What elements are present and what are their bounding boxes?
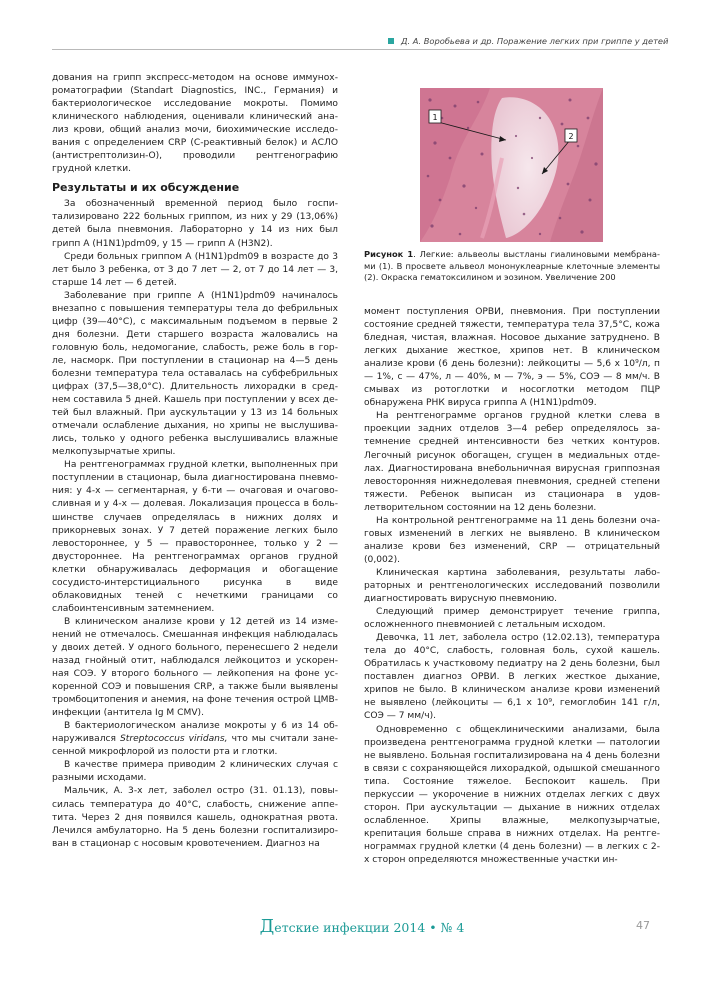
journal-footer bbox=[232, 916, 492, 937]
paragraph-case-girl: Девочка, 11 лет, заболела остро (12.02.13), температура тела до 40°С, слабость, головная боль, сухой кашель. Обратилась к участковому педиатру на 2 день болезни, был поставлен диагноз ОРВИ. В легких жесткое дыхание, хрипов не было. В клиническом анализе крови изменений не выявлено (лейкоциты — 6,1 х 10⁹, гемоглобин 141 г/л, СОЭ — 7 мм/ч). bbox=[364, 633, 660, 722]
caption-text: . Легкие: альвеолы выстланы гиалиновыми мембранами (1). В просвете альвеол мононуклеарные клеточные элементы (2). Окраска гематоксилином и эозином. Увеличение 200 bbox=[364, 249, 661, 282]
header-square-icon bbox=[388, 38, 394, 44]
paragraph-xray-findings: На рентгенограммах грудной клетки, выполненных при поступлении в стационар, была диагностирована пневмония: у 4-х — сегментарная, у 6-ти — очаговая и очаговосливная и у 4-х — долевая. Локализация процесса в большинстве случаев определялась в нижних долях и прикорневых зонах. У 7 детей поражение легких было левостороннее, у 5 — правостороннее, только у 2 — двустороннее. На рентгенограммах органов грудной клетки обнаруживалась деформация и обогащение сосудисто-интерстициального рисунка в виде облаковидных теней с нечеткими границами со слабоинтенсивным затемнением. bbox=[52, 460, 338, 614]
journal-name: етские инфекции 2014 • № 4 bbox=[274, 920, 465, 935]
page-number: 47 bbox=[636, 919, 650, 932]
left-column bbox=[52, 72, 338, 851]
paragraph-case-intro: В качестве примера приводим 2 клинических случая с разными исходами. bbox=[52, 760, 338, 784]
caption-label: Рисунок 1 bbox=[364, 249, 414, 259]
paragraph-control-xray: На контрольной рентгенограмме на 11 день болезни очаговых изменений в легких не выявлено. В клиническом анализе крови без изменений, CRP — отрицательный (0,002). bbox=[364, 515, 660, 565]
paragraph-age-groups: Среди больных гриппом А (H1N1)pdm09 в возрасте до 3 лет было 3 ребенка, от 3 до 7 лет — 2, от 7 до 14 лет — 3, старше 14 лет — 6 детей. bbox=[52, 251, 338, 288]
paragraph-case-girl-course: Одновременно с общеклиническими анализами, была произведена рентгенограмма грудной клетки — патологии не выявлено. Больная госпитализирована на 4 день болезни в связи с сохраняющейся лихорадкой, одышкой смешанного типа. Состояние тяжелое. Беспокоит кашель. При перкуссии — укорочение в нижних отделах легких с двух сторон. При аускультации — дыхание в нижних отделах ослабленное. Хрипы влажные, мелкопузырчатые, крепитация больше справа в нижних отделах. На рентгенограммах грудной клетки (4 день болезни) — в легких с 2-х сторон определяются множественные участки ин- bbox=[364, 724, 660, 865]
paragraph-diagnosis: Клиническая картина заболевания, результаты лабораторных и рентгенологических исследований позволили диагностировать вирусную пневмонию. bbox=[364, 567, 660, 605]
paragraph-hospitalized: За обозначенный временной период было госпитализировано 222 больных гриппом, из них у 29 (13,06%) детей была пневмония. Лабораторно у 14 из них был грипп А (H1N1)pdm09, у 15 — грипп А (H3N2). bbox=[52, 199, 338, 249]
running-title: Д. А. Воробьева и др. Поражение легких при гриппе у детей bbox=[401, 36, 669, 46]
paragraph-admission: момент поступления ОРВИ, пневмония. При поступлении состояние средней тяжести, температура тела 37,5°С, кожа бледная, чистая, влажная. Носовое дыхание затруднено. В легких дыхание жесткое, хрипов нет. В клиническом анализе крови (6 день болезни): лейкоциты — 5,6 х 10⁹/л, п — 1%, с — 47%, л — 40%, м — 7%, э — 5%, СОЭ — 8 мм/ч. В смывах из ротоглотки и носоглотки методом ПЦР обнаружена РНК вируса гриппа А (H1N1)pdm09. bbox=[364, 307, 660, 409]
running-header bbox=[388, 36, 669, 46]
paragraph-sputum-analysis: В бактериологическом анализе мокроты у 6 из 14 обнаруживался Streptococcus viridans, что мы считали занесенной микрофлорой из полости рта и глотки. bbox=[52, 721, 338, 758]
histology-figure bbox=[420, 88, 603, 242]
paragraph-blood-analysis: В клиническом анализе крови у 12 детей из 14 изменений не отмечалось. Смешанная инфекция наблюдалась у двоих детей. У одного больного, перенесшего 2 недели назад гнойный отит, наблюдался лейкоцитоз и ускоренная СОЭ. У второго больного — лейкопения на фоне ускоренной СОЭ и повышения CRP, а также были выявлены тромбоцитопения и анемия, на фоне течения острой ЦМВ-инфекции (антитела Ig M CMV). bbox=[52, 616, 338, 719]
histology-micrograph bbox=[420, 88, 603, 242]
figure-caption bbox=[364, 249, 660, 284]
section-heading-results: Результаты и их обсуждение bbox=[52, 181, 240, 195]
species-name: Streptococcus viridans, bbox=[120, 734, 228, 745]
right-column bbox=[364, 306, 660, 867]
journal-initial: Д bbox=[259, 916, 275, 937]
paragraph-xray-case1: На рентгенограмме органов грудной клетки слева в проекции задних отделов 3—4 ребер определялось затемнение средней интенсивности без четких контуров. Легочный рисунок обогащен, сгущен в медиальных отделах. Диагностирована внебольничная вирусная гриппозная левосторонняя нижнедолевая пневмония, средней степени тяжести. Ребенок выписан из стационара в удовлетворительном состоянии на 12 день болезни. bbox=[364, 411, 660, 513]
paragraph-methods-end: дования на грипп экспресс-методом на основе иммунохроматографии (Standart Diagnostics, INC., Германия) и бактериологическое исследование мокроты. Помимо клинического наблюдения, оценивали клинический анализ крови, общий анализ мочи, биохимические исследования с определением CRP (С-реактивный белок) и АСЛО (антистрептолизин-О), проводили рентгенографию грудной клетки. bbox=[52, 73, 338, 175]
figure-label-2: 2 bbox=[568, 132, 574, 141]
paragraph-clinical-course: Заболевание при гриппе А (H1N1)pdm09 начиналось внезапно с повышения температуры тела до фебрильных цифр (39—40°С), с максимальным подъемом в первые 2 дня болезни. Дети старшего возраста жаловались на головную боль, недомогание, слабость, реже боль в горле, насморк. При поступлении в стационар на 4—5 день болезни температура тела оставалась на субфебрильных цифрах (37,5—38,0°С). Длительность лихорадки в среднем составила 5 дней. Кашель при поступлении у всех детей был влажный. При аускультации у 13 из 14 больных отмечали ослабление дыхания, но хрипы не выслушивались, только у одного ребенка выслушивались влажные мелкопузырчатые хрипы. bbox=[52, 290, 338, 458]
paragraph-second-case-intro: Следующий пример демонстрирует течение гриппа, осложненного пневмонией с летальным исходом. bbox=[364, 607, 660, 631]
figure-label-1: 1 bbox=[432, 113, 438, 122]
header-rule bbox=[52, 49, 660, 50]
paragraph-case-boy: Мальчик, А. 3-х лет, заболел остро (31. 01.13), повысилась температура до 40°С, слабость, снижение аппетита. Через 2 дня появился кашель, однократная рвота. Лечился амбулаторно. На 5 день болезни госпитализирован в стационар с носовым кровотечением. Диагноз на bbox=[52, 786, 338, 849]
